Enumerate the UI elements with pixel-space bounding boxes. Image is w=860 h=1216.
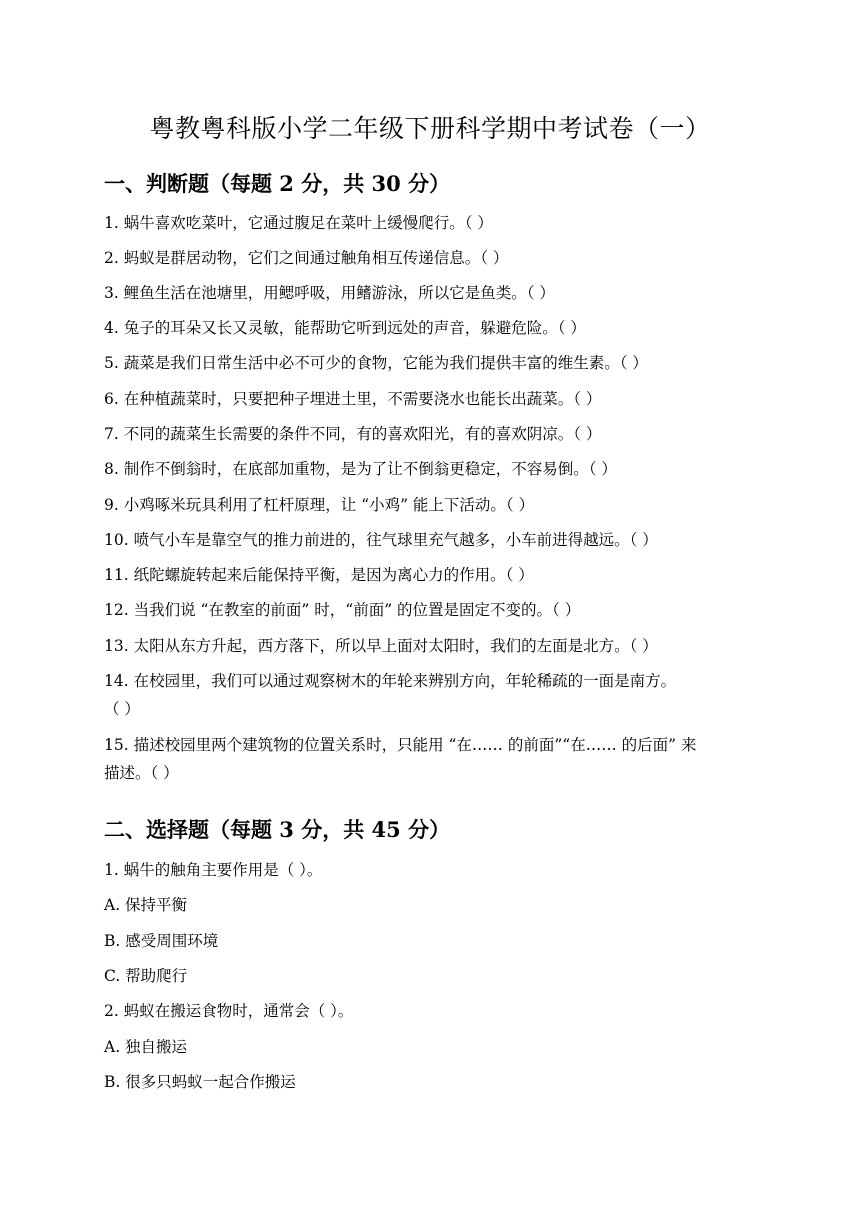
question-line: 15. 描述校园里两个建筑物的位置关系时，只能用 “在…… 的前面”“在…… 的后面” 来: [104, 736, 697, 754]
question-line: 7. 不同的蔬菜生长需要的条件不同，有的喜欢阳光，有的喜欢阴凉。（ ）: [104, 425, 602, 443]
question-line: 6. 在种植蔬菜时，只要把种子埋进土里，不需要浇水也能长出蔬菜。（ ）: [104, 390, 602, 408]
section-heading-multiple-choice: 二、选择题（每题 3 分，共 45 分）: [104, 817, 451, 842]
option-line: B. 感受周围环境: [104, 932, 219, 950]
option-line: C. 帮助爬行: [104, 967, 188, 985]
question-line: 13. 太阳从东方升起，西方落下，所以早上面对太阳时，我们的左面是北方。（ ）: [104, 637, 658, 655]
question-line-continued: 描述。（ ）: [104, 764, 179, 782]
question-line-continued: （ ）: [104, 700, 140, 718]
question-line: 2. 蚂蚁在搬运食物时，通常会（ ）。: [104, 1002, 354, 1020]
question-line: 14. 在校园里，我们可以通过观察树木的年轮来辨别方向，年轮稀疏的一面是南方。: [104, 672, 677, 690]
question-line: 4. 兔子的耳朵又长又灵敏，能帮助它听到远处的声音，躲避危险。（ ）: [104, 319, 586, 337]
question-line: 12. 当我们说 “在教室的前面” 时，“前面” 的位置是固定不变的。（ ）: [104, 601, 581, 619]
question-line: 2. 蚂蚁是群居动物，它们之间通过触角相互传递信息。（ ）: [104, 249, 509, 267]
option-line: A. 独自搬运: [104, 1038, 188, 1056]
question-line: 8. 制作不倒翁时，在底部加重物，是为了让不倒翁更稳定，不容易倒。（ ）: [104, 460, 617, 478]
page-title: 粤教粤科版小学二年级下册科学期中考试卷（一）: [149, 114, 711, 143]
question-line: 1. 蜗牛喜欢吃菜叶，它通过腹足在菜叶上缓慢爬行。（ ）: [104, 214, 493, 232]
question-line: 5. 蔬菜是我们日常生活中必不可少的食物，它能为我们提供丰富的维生素。（ ）: [104, 354, 648, 372]
question-line: 1. 蜗牛的触角主要作用是（ ）。: [104, 861, 323, 879]
question-line: 11. 纸陀螺旋转起来后能保持平衡，是因为离心力的作用。（ ）: [104, 566, 534, 584]
question-line: 9. 小鸡啄米玩具利用了杠杆原理，让 “小鸡” 能上下活动。（ ）: [104, 496, 535, 514]
option-line: A. 保持平衡: [104, 896, 188, 914]
question-line: 3. 鲤鱼生活在池塘里，用鳃呼吸，用鳍游泳，所以它是鱼类。（ ）: [104, 284, 555, 302]
section-heading-true-false: 一、判断题（每题 2 分，共 30 分）: [104, 171, 451, 196]
option-line: B. 很多只蚂蚁一起合作搬运: [104, 1073, 296, 1091]
question-line: 10. 喷气小车是靠空气的推力前进的，往气球里充气越多，小车前进得越远。（ ）: [104, 531, 658, 549]
